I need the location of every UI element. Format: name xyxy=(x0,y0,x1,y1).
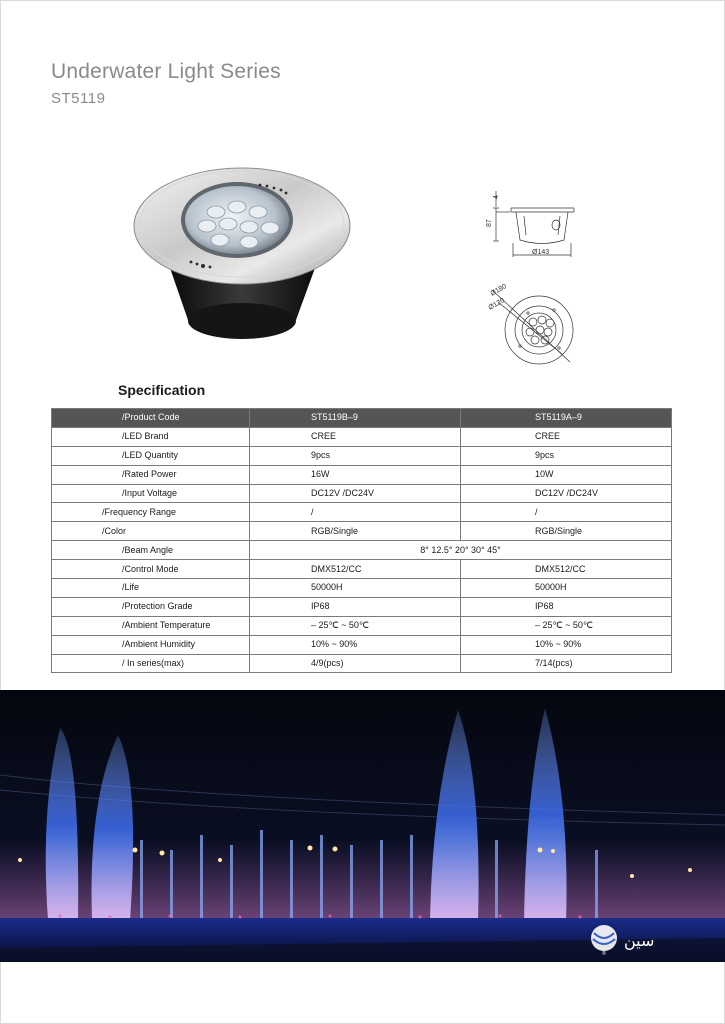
row-label: /Color xyxy=(52,522,250,541)
table-header-row xyxy=(52,409,672,428)
row-value-b: IP68 xyxy=(250,597,461,616)
table-row xyxy=(52,560,672,579)
page-title: Underwater Light Series xyxy=(51,60,281,83)
top-view-drawing xyxy=(484,280,590,370)
row-value-a: CREE xyxy=(461,427,672,446)
row-value-a: 9pcs xyxy=(461,446,672,465)
row-label: /Input Voltage xyxy=(52,484,250,503)
row-label: /Ambient Temperature xyxy=(52,616,250,635)
table-row xyxy=(52,616,672,635)
row-value-a: 10% ~ 90% xyxy=(461,635,672,654)
header-label: /Product Code xyxy=(52,409,250,428)
row-label: /Rated Power xyxy=(52,465,250,484)
table-row xyxy=(52,541,672,560)
row-label: /Life xyxy=(52,579,250,598)
row-value-b: – 25℃ ~ 50℃ xyxy=(250,616,461,635)
row-value-a: / xyxy=(461,503,672,522)
table-row xyxy=(52,597,672,616)
row-value-a: 10W xyxy=(461,465,672,484)
row-value-merged: 8° 12.5° 20° 30° 45° xyxy=(250,541,672,560)
row-value-b: DMX512/CC xyxy=(250,560,461,579)
row-value-a: IP68 xyxy=(461,597,672,616)
product-photo xyxy=(125,158,360,348)
row-label: /Frequency Range xyxy=(52,503,250,522)
row-value-b: 4/9(pcs) xyxy=(250,654,461,673)
table-row xyxy=(52,484,672,503)
dim-diameter: Ø143 xyxy=(532,249,550,256)
row-label: / In series(max) xyxy=(52,654,250,673)
model-number: ST5119 xyxy=(51,90,106,107)
header-model-b: ST5119B–9 xyxy=(250,409,461,428)
table-row xyxy=(52,427,672,446)
dim-inner: Ø120 xyxy=(487,297,506,312)
row-value-b: 16W xyxy=(250,465,461,484)
row-value-b: CREE xyxy=(250,427,461,446)
row-value-a: RGB/Single xyxy=(461,522,672,541)
side-view-drawing xyxy=(476,183,586,263)
dim-outer: Ø180 xyxy=(489,283,508,298)
logo-text: سين xyxy=(624,931,655,950)
dim-lip: 4 xyxy=(493,195,500,199)
row-label: /LED Quantity xyxy=(52,446,250,465)
row-label: /Protection Grade xyxy=(52,597,250,616)
row-value-a: – 25℃ ~ 50℃ xyxy=(461,616,672,635)
row-value-b: / xyxy=(250,503,461,522)
row-value-b: DC12V /DC24V xyxy=(250,484,461,503)
row-label: /Beam Angle xyxy=(52,541,250,560)
row-label: /Ambient Humidity xyxy=(52,635,250,654)
row-value-b: 10% ~ 90% xyxy=(250,635,461,654)
brand-logo xyxy=(586,921,678,957)
spec-table xyxy=(51,408,672,673)
row-value-b: 50000H xyxy=(250,579,461,598)
table-row xyxy=(52,579,672,598)
row-value-a: 50000H xyxy=(461,579,672,598)
row-value-a: DMX512/CC xyxy=(461,560,672,579)
header-model-a: ST5119A–9 xyxy=(461,409,672,428)
svg-text:®: ® xyxy=(602,951,606,957)
row-value-b: 9pcs xyxy=(250,446,461,465)
row-label: /Control Mode xyxy=(52,560,250,579)
table-row xyxy=(52,503,672,522)
row-value-a: DC12V /DC24V xyxy=(461,484,672,503)
row-label: /LED Brand xyxy=(52,427,250,446)
table-row xyxy=(52,522,672,541)
table-row xyxy=(52,446,672,465)
row-value-b: RGB/Single xyxy=(250,522,461,541)
row-value-a: 7/14(pcs) xyxy=(461,654,672,673)
table-row xyxy=(52,465,672,484)
dim-height: 87 xyxy=(486,219,493,227)
table-row xyxy=(52,635,672,654)
spec-heading: Specification xyxy=(118,382,206,398)
table-row xyxy=(52,654,672,673)
